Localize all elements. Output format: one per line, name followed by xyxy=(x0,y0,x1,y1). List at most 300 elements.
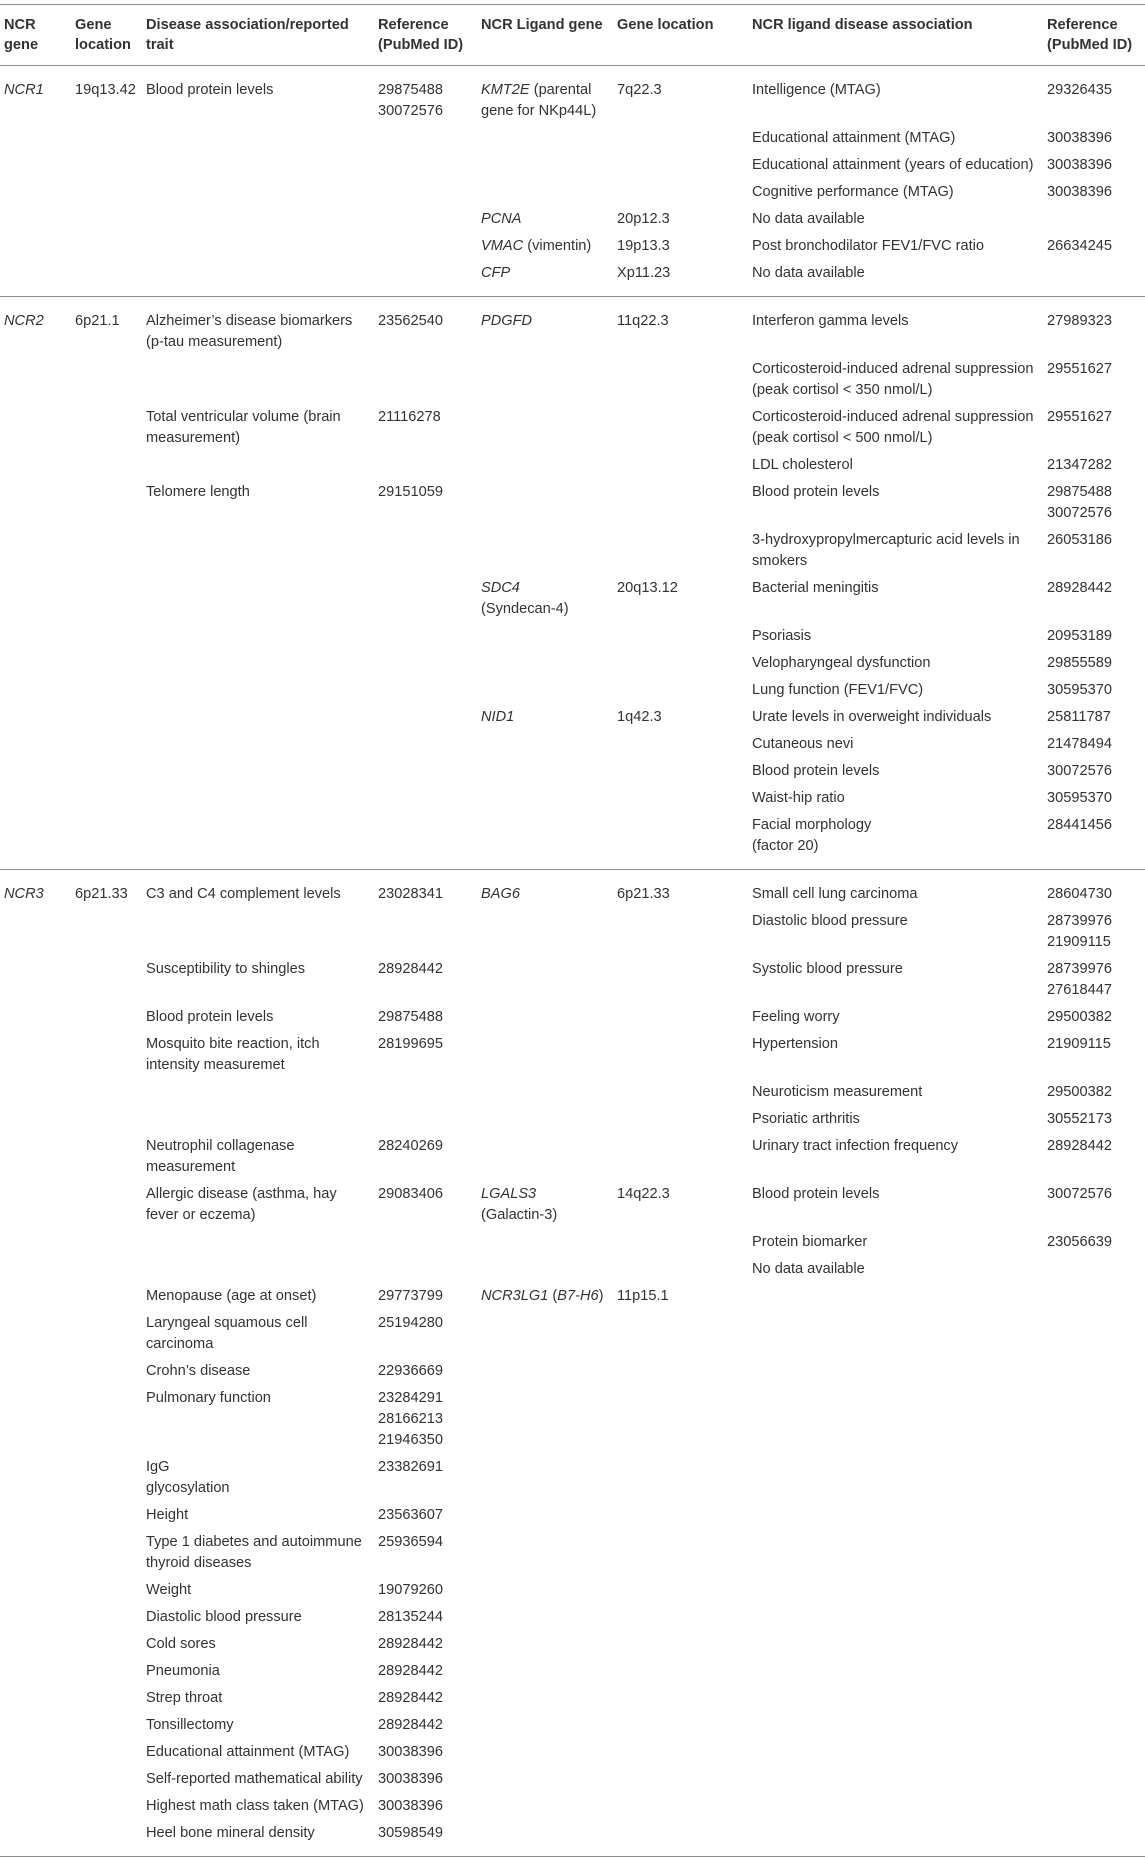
ligand-disease-cell xyxy=(748,1658,1043,1685)
ligand-gene-name: BAG6 xyxy=(481,886,520,902)
ncr-gene-cell xyxy=(0,527,71,575)
ligand-reference-cell: 28739976 21909115 xyxy=(1047,913,1112,950)
reference-cell xyxy=(374,731,477,758)
ncr-gene-cell xyxy=(0,1310,71,1358)
ncr-gene-cell xyxy=(0,152,71,179)
table-row xyxy=(0,623,1145,650)
table-row xyxy=(0,152,1145,179)
table-row xyxy=(0,179,1145,206)
ligand-location-cell xyxy=(613,1793,748,1820)
ligand-gene-cell xyxy=(477,1658,613,1685)
ligand-location-cell xyxy=(613,1079,748,1106)
disease-trait-cell: Strep throat xyxy=(146,1690,223,1706)
header-ligand-gene: NCR Ligand gene xyxy=(481,17,603,33)
ligand-reference-cell: 21909115 xyxy=(1047,1036,1111,1052)
table-row xyxy=(0,1604,1145,1631)
ligand-gene-cell xyxy=(477,1256,613,1283)
ligand-gene-cell xyxy=(477,479,613,527)
disease-trait-cell: Crohn’s disease xyxy=(146,1363,251,1379)
gene-location-cell xyxy=(71,452,142,479)
table-row xyxy=(0,1739,1145,1766)
ligand-gene-cell xyxy=(477,1820,613,1857)
ligand-gene-cell xyxy=(477,1739,613,1766)
ligand-disease-cell: Lung function (FEV1/FVC) xyxy=(752,682,924,698)
disease-trait-cell xyxy=(142,908,374,956)
reference-cell xyxy=(374,1229,477,1256)
disease-trait-cell xyxy=(142,356,374,404)
reference-cell: 23382691 xyxy=(378,1459,443,1475)
ncr-gene-cell xyxy=(0,758,71,785)
gene-location-cell xyxy=(71,650,142,677)
table-row xyxy=(0,297,1145,357)
table-row xyxy=(0,1106,1145,1133)
table-row xyxy=(0,404,1145,452)
ligand-gene-name: LGALS3 xyxy=(481,1186,537,1202)
ligand-reference-cell xyxy=(1043,1256,1145,1283)
ligand-disease-cell xyxy=(748,1454,1043,1502)
ligand-reference-cell: 30038396 xyxy=(1047,130,1112,146)
ligand-reference-cell xyxy=(1043,1283,1145,1310)
table-row xyxy=(0,1310,1145,1358)
ligand-disease-cell xyxy=(748,1820,1043,1857)
ligand-location-cell xyxy=(613,179,748,206)
ligand-disease-cell xyxy=(748,1358,1043,1385)
ligand-gene-alias: B7-H6 xyxy=(557,1288,599,1304)
ligand-gene-cell xyxy=(477,1004,613,1031)
disease-trait-cell: Self-reported mathematical ability xyxy=(146,1771,363,1787)
ligand-gene-cell xyxy=(477,812,613,870)
ncr-gene-cell xyxy=(0,1256,71,1283)
disease-trait-cell xyxy=(142,1079,374,1106)
ligand-gene-cell xyxy=(477,404,613,452)
ligand-disease-cell: Educational attainment (MTAG) xyxy=(752,130,956,146)
reference-cell xyxy=(374,452,477,479)
table-row xyxy=(0,650,1145,677)
table-row xyxy=(0,452,1145,479)
ligand-gene-cell xyxy=(477,1079,613,1106)
ligand-reference-cell xyxy=(1043,1577,1145,1604)
reference-cell xyxy=(374,623,477,650)
table-row xyxy=(0,479,1145,527)
ncr-gene-cell xyxy=(0,1631,71,1658)
disease-trait-cell: Blood protein levels xyxy=(146,82,274,98)
table-row xyxy=(0,956,1145,1004)
gene-location-cell xyxy=(71,785,142,812)
ncr-gene-cell xyxy=(0,356,71,404)
ligand-disease-cell: LDL cholesterol xyxy=(752,457,853,473)
disease-trait-cell: Alzheimer’s disease biomarkers (p-tau measurement) xyxy=(146,313,353,350)
header-row xyxy=(0,5,1145,66)
ligand-location-cell xyxy=(613,650,748,677)
ligand-reference-cell: 29500382 xyxy=(1047,1009,1112,1025)
ligand-disease-cell xyxy=(748,1712,1043,1739)
ligand-disease-cell: Urate levels in overweight individuals xyxy=(752,709,992,725)
ligand-disease-cell: 3-hydroxypropylmercapturic acid levels in smokers xyxy=(752,532,1020,569)
ligand-location-cell xyxy=(613,812,748,870)
reference-cell xyxy=(374,260,477,297)
ligand-gene-note-close: ) xyxy=(598,1288,604,1304)
ligand-disease-cell: Small cell lung carcinoma xyxy=(752,886,918,902)
ligand-location-cell xyxy=(613,1631,748,1658)
gene-location-cell xyxy=(71,1658,142,1685)
gene-location-cell xyxy=(71,1310,142,1358)
reference-cell: 28199695 xyxy=(378,1036,443,1052)
ligand-location-cell xyxy=(613,623,748,650)
table-row xyxy=(0,1283,1145,1310)
gene-location-cell xyxy=(71,1229,142,1256)
gene-location-cell xyxy=(71,704,142,731)
table-row xyxy=(0,575,1145,623)
table-row xyxy=(0,125,1145,152)
ligand-reference-cell: 28441456 xyxy=(1047,817,1112,833)
reference-cell xyxy=(374,908,477,956)
disease-trait-cell xyxy=(142,1106,374,1133)
ligand-gene-cell xyxy=(477,233,613,260)
ncr-gene-cell xyxy=(0,704,71,731)
disease-trait-cell xyxy=(142,650,374,677)
ligand-reference-cell: 29551627 xyxy=(1047,361,1112,377)
ligand-gene-name: CFP xyxy=(481,265,511,281)
group-ncr1 xyxy=(0,66,1145,297)
ligand-reference-cell xyxy=(1043,1604,1145,1631)
reference-cell: 23028341 xyxy=(378,886,443,902)
reference-cell: 29875488 30072576 xyxy=(378,82,443,119)
header-disease: Disease association/reported trait xyxy=(146,17,349,53)
ligand-disease-cell: Educational attainment (years of education) xyxy=(752,157,1034,173)
ncr-gene-cell xyxy=(0,452,71,479)
ligand-disease-cell: Urinary tract infection frequency xyxy=(752,1138,959,1154)
ligand-location-cell xyxy=(613,677,748,704)
reference-cell: 28928442 xyxy=(378,961,443,977)
ligand-reference-cell: 23056639 xyxy=(1047,1234,1112,1250)
gene-location-cell xyxy=(71,575,142,623)
ligand-gene-cell xyxy=(477,1766,613,1793)
ncr-gene-cell xyxy=(0,1283,71,1310)
ligand-location-cell xyxy=(613,1820,748,1857)
ligand-disease-cell: Blood protein levels xyxy=(752,484,880,500)
ligand-reference-cell: 26053186 xyxy=(1047,532,1112,548)
gene-location-cell xyxy=(71,1256,142,1283)
ligand-reference-cell: 28928442 xyxy=(1047,580,1112,596)
table-row xyxy=(0,260,1145,297)
gene-location-cell xyxy=(71,1502,142,1529)
ligand-location-cell: 20p12.3 xyxy=(617,211,670,227)
ncr-gene-cell xyxy=(0,575,71,623)
ligand-reference-cell: 25811787 xyxy=(1047,709,1111,725)
table-row xyxy=(0,1631,1145,1658)
ligand-reference-cell: 28928442 xyxy=(1047,1138,1112,1154)
ligand-disease-cell xyxy=(748,1766,1043,1793)
table-row xyxy=(0,1256,1145,1283)
ligand-gene-cell xyxy=(477,1229,613,1256)
ncr-gene-cell xyxy=(0,1685,71,1712)
ligand-reference-cell: 21478494 xyxy=(1047,736,1112,752)
ligand-disease-cell: Interferon gamma levels xyxy=(752,313,909,329)
ncr-gene-cell xyxy=(0,1529,71,1577)
table-row xyxy=(0,704,1145,731)
table-row xyxy=(0,1133,1145,1181)
ncr-gene-cell xyxy=(0,1604,71,1631)
ncr-gene-cell xyxy=(0,1133,71,1181)
ncr-gene-cell xyxy=(0,1385,71,1454)
ligand-gene-cell xyxy=(477,1133,613,1181)
ligand-disease-cell: Cutaneous nevi xyxy=(752,736,854,752)
ncr-gene-cell xyxy=(0,1079,71,1106)
ligand-reference-cell: 30552173 xyxy=(1047,1111,1112,1127)
disease-trait-cell xyxy=(142,260,374,297)
gene-location-cell xyxy=(71,623,142,650)
disease-trait-cell xyxy=(142,233,374,260)
disease-trait-cell: Cold sores xyxy=(146,1636,216,1652)
table-row xyxy=(0,1712,1145,1739)
disease-trait-cell xyxy=(142,677,374,704)
reference-cell xyxy=(374,758,477,785)
disease-trait-cell: Type 1 diabetes and autoimmune thyroid diseases xyxy=(146,1534,362,1571)
ligand-disease-cell xyxy=(748,1529,1043,1577)
ligand-reference-cell xyxy=(1043,1502,1145,1529)
ligand-gene-cell xyxy=(477,956,613,1004)
reference-cell: 19079260 xyxy=(378,1582,443,1598)
ligand-disease-cell xyxy=(748,1577,1043,1604)
gene-location-cell xyxy=(71,812,142,870)
reference-cell xyxy=(374,1079,477,1106)
gene-location-cell xyxy=(71,356,142,404)
ligand-gene-cell xyxy=(477,1358,613,1385)
ligand-disease-cell: Feeling worry xyxy=(752,1009,840,1025)
gene-location-cell xyxy=(71,1031,142,1079)
gene-location-cell xyxy=(71,1793,142,1820)
ncr-gene-cell xyxy=(0,1229,71,1256)
ligand-disease-cell: Intelligence (MTAG) xyxy=(752,82,881,98)
disease-trait-cell: Tonsillectomy xyxy=(146,1717,234,1733)
disease-trait-cell: Heel bone mineral density xyxy=(146,1825,315,1841)
ligand-reference-cell: 30072576 xyxy=(1047,763,1112,779)
ligand-location-cell xyxy=(613,1133,748,1181)
disease-trait-cell xyxy=(142,575,374,623)
disease-trait-cell xyxy=(142,704,374,731)
gene-location-cell xyxy=(71,527,142,575)
table-row xyxy=(0,785,1145,812)
ligand-location-cell: 7q22.3 xyxy=(617,82,662,98)
gene-location-cell xyxy=(71,404,142,452)
ligand-gene-cell xyxy=(477,731,613,758)
reference-cell: 28135244 xyxy=(378,1609,443,1625)
ncr-gene-cell: NCR1 xyxy=(4,82,44,98)
ligand-gene-cell xyxy=(477,1283,613,1310)
gene-location-cell xyxy=(71,206,142,233)
ligand-location-cell xyxy=(613,785,748,812)
reference-cell: 28928442 xyxy=(378,1690,443,1706)
ligand-gene-cell xyxy=(477,1712,613,1739)
ligand-location-cell: 1q42.3 xyxy=(617,709,662,725)
disease-trait-cell: Pneumonia xyxy=(146,1663,220,1679)
table-row xyxy=(0,812,1145,870)
ligand-gene-cell xyxy=(477,704,613,731)
gene-location-cell xyxy=(71,956,142,1004)
ligand-gene-cell xyxy=(477,1031,613,1079)
ligand-reference-cell xyxy=(1043,1529,1145,1577)
table-row xyxy=(0,1454,1145,1502)
gene-location-cell xyxy=(71,179,142,206)
ligand-gene-name: KMT2E xyxy=(481,82,530,98)
ncr-gene-cell xyxy=(0,1793,71,1820)
ligand-disease-cell: Hypertension xyxy=(752,1036,838,1052)
ligand-location-cell xyxy=(613,1712,748,1739)
reference-cell xyxy=(374,233,477,260)
ligand-reference-cell: 29500382 xyxy=(1047,1084,1112,1100)
gene-location-cell xyxy=(71,731,142,758)
disease-trait-cell: Telomere length xyxy=(146,484,250,500)
ligand-location-cell: 20q13.12 xyxy=(617,580,678,596)
ligand-gene-cell xyxy=(477,908,613,956)
ligand-disease-cell: Blood protein levels xyxy=(752,763,880,779)
ligand-location-cell xyxy=(613,1502,748,1529)
ligand-location-cell xyxy=(613,908,748,956)
disease-trait-cell: Neutrophil collagenase measurement xyxy=(146,1138,295,1175)
ligand-disease-cell: Post bronchodilator FEV1/FVC ratio xyxy=(752,238,984,254)
gene-location-cell xyxy=(71,1685,142,1712)
reference-cell xyxy=(374,704,477,731)
reference-cell xyxy=(374,1256,477,1283)
disease-trait-cell: IgG glycosylation xyxy=(146,1459,230,1496)
table-row xyxy=(0,1385,1145,1454)
ncr-gene-cell xyxy=(0,233,71,260)
ligand-gene-cell xyxy=(477,1106,613,1133)
group-ncr3 xyxy=(0,870,1145,1857)
gene-location-cell xyxy=(71,1454,142,1502)
reference-cell: 23284291 28166213 21946350 xyxy=(378,1390,443,1448)
gene-location-cell xyxy=(71,1631,142,1658)
header-ligand-location: Gene location xyxy=(617,17,714,33)
ncr-gene-cell xyxy=(0,1502,71,1529)
ligand-location-cell xyxy=(613,1739,748,1766)
ligand-reference-cell: 30038396 xyxy=(1047,157,1112,173)
header-ncr-gene: NCR gene xyxy=(4,17,39,53)
ligand-reference-cell xyxy=(1043,1766,1145,1793)
disease-trait-cell xyxy=(142,152,374,179)
ncr-association-table xyxy=(0,4,1145,1857)
disease-trait-cell: Blood protein levels xyxy=(146,1009,274,1025)
ligand-reference-cell xyxy=(1043,1712,1145,1739)
ligand-gene-name: NCR3LG1 xyxy=(481,1288,549,1304)
reference-cell xyxy=(374,575,477,623)
ligand-reference-cell: 30595370 xyxy=(1047,682,1112,698)
gene-location-cell xyxy=(71,152,142,179)
table-row xyxy=(0,1793,1145,1820)
disease-trait-cell: Allergic disease (asthma, hay fever or eczema) xyxy=(146,1186,337,1223)
table-row xyxy=(0,1502,1145,1529)
gene-location-cell xyxy=(71,1004,142,1031)
ligand-disease-cell xyxy=(748,1793,1043,1820)
table-row xyxy=(0,870,1145,909)
ligand-location-cell xyxy=(613,1256,748,1283)
reference-cell: 30038396 xyxy=(378,1744,443,1760)
ligand-gene-cell xyxy=(477,575,613,623)
ligand-gene-cell xyxy=(477,452,613,479)
ligand-reference-cell: 30072576 xyxy=(1047,1186,1112,1202)
ligand-reference-cell xyxy=(1043,1310,1145,1358)
ligand-reference-cell xyxy=(1043,1658,1145,1685)
ligand-disease-cell: Bacterial meningitis xyxy=(752,580,879,596)
reference-cell: 22936669 xyxy=(378,1363,443,1379)
ligand-gene-name: NID1 xyxy=(481,709,515,725)
ligand-reference-cell xyxy=(1043,1631,1145,1658)
ncr-gene-cell xyxy=(0,1181,71,1229)
ligand-location-cell xyxy=(613,404,748,452)
ligand-location-cell xyxy=(613,479,748,527)
ncr-gene-cell xyxy=(0,956,71,1004)
header-reference: Reference (PubMed ID) xyxy=(378,17,464,53)
table-row xyxy=(0,233,1145,260)
ligand-reference-cell xyxy=(1043,1739,1145,1766)
reference-cell: 28240269 xyxy=(378,1138,443,1154)
table-row xyxy=(0,1004,1145,1031)
gene-location-cell xyxy=(71,125,142,152)
gene-location-cell: 19q13.42 xyxy=(75,82,136,98)
disease-trait-cell: Susceptibility to shingles xyxy=(146,961,305,977)
table-row xyxy=(0,758,1145,785)
ncr-gene-cell xyxy=(0,125,71,152)
ligand-disease-cell: Diastolic blood pressure xyxy=(752,913,908,929)
disease-trait-cell xyxy=(142,758,374,785)
header-ligand-disease: NCR ligand disease association xyxy=(752,17,973,33)
ncr-gene-cell xyxy=(0,1454,71,1502)
ligand-gene-note: (parental gene for NKp44L) xyxy=(481,82,597,119)
ligand-location-cell xyxy=(613,152,748,179)
ligand-reference-cell xyxy=(1043,260,1145,297)
disease-trait-cell xyxy=(142,206,374,233)
disease-trait-cell xyxy=(142,623,374,650)
gene-location-cell xyxy=(71,233,142,260)
disease-trait-cell xyxy=(142,785,374,812)
ligand-disease-cell: No data available xyxy=(752,1261,865,1277)
ligand-gene-cell xyxy=(477,179,613,206)
ligand-reference-cell xyxy=(1043,206,1145,233)
ligand-disease-cell: Waist-hip ratio xyxy=(752,790,845,806)
ligand-reference-cell: 29326435 xyxy=(1047,82,1112,98)
gene-location-cell: 6p21.33 xyxy=(75,886,128,902)
gene-location-cell xyxy=(71,260,142,297)
ligand-location-cell xyxy=(613,1031,748,1079)
gene-location-cell xyxy=(71,1283,142,1310)
ligand-disease-cell xyxy=(748,1310,1043,1358)
ligand-location-cell xyxy=(613,1310,748,1358)
reference-cell: 23563607 xyxy=(378,1507,443,1523)
ncr-gene-cell xyxy=(0,1004,71,1031)
reference-cell: 29151059 xyxy=(378,484,443,500)
ligand-gene-cell xyxy=(477,356,613,404)
ligand-location-cell xyxy=(613,527,748,575)
ligand-gene-cell xyxy=(477,1310,613,1358)
ligand-disease-cell: Corticosteroid-induced adrenal suppression (peak cortisol < 350 nmol/L) xyxy=(752,361,1034,398)
reference-cell xyxy=(374,206,477,233)
reference-cell: 25194280 xyxy=(378,1315,443,1331)
ligand-disease-cell: Blood protein levels xyxy=(752,1186,880,1202)
ncr-gene-cell xyxy=(0,1577,71,1604)
reference-cell xyxy=(374,356,477,404)
ncr-gene-cell xyxy=(0,206,71,233)
ligand-gene-cell xyxy=(477,66,613,126)
reference-cell xyxy=(374,1106,477,1133)
ligand-location-cell xyxy=(613,452,748,479)
ligand-disease-cell: Neuroticism measurement xyxy=(752,1084,923,1100)
disease-trait-cell: Diastolic blood pressure xyxy=(146,1609,302,1625)
ligand-disease-cell: Psoriatic arthritis xyxy=(752,1111,860,1127)
table-row xyxy=(0,1577,1145,1604)
table-row xyxy=(0,1229,1145,1256)
ligand-disease-cell xyxy=(748,1631,1043,1658)
gene-location-cell xyxy=(71,1766,142,1793)
